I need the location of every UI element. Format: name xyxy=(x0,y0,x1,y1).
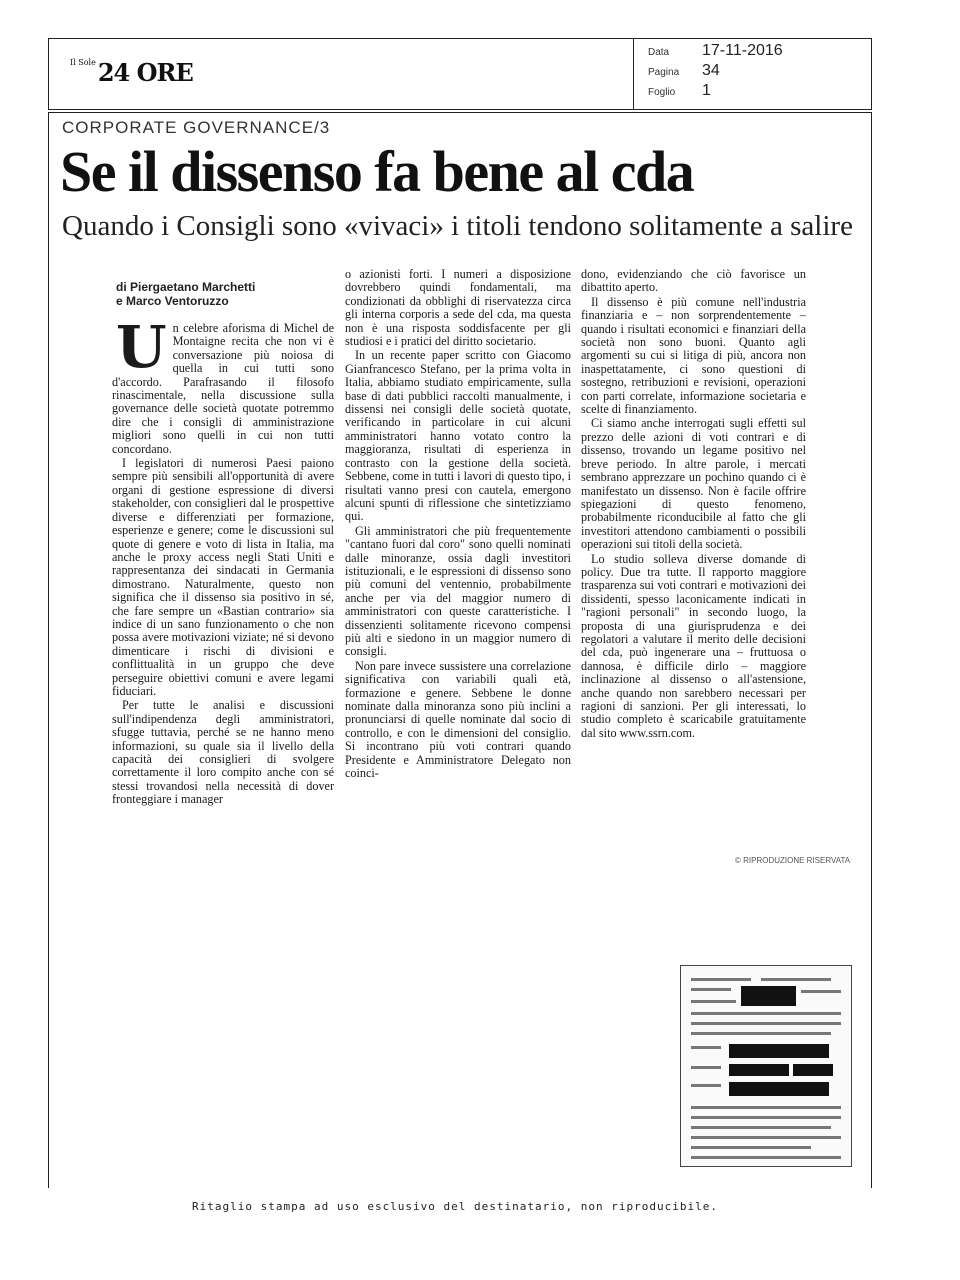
meta-sheet: Foglio 1 xyxy=(648,82,711,99)
masthead-logo xyxy=(70,58,193,87)
paragraph: Non pare invece sussistere una correlazione significativa con variabili quali età, formazione e genere. Sebbene le donne nominate dalla minoranza sono più inclini a pronunciarsi di quelle nominate dal socio di controllo, e con le dimensioni del consiglio. Si incontrano più voti contrari quando Presidente e Amministratore Delegato non coinci- xyxy=(345,658,571,781)
article-column-1 xyxy=(112,313,334,807)
author-1: di Piergaetano Marchetti xyxy=(116,280,256,294)
meta-date: Data 17-11-2016 xyxy=(648,42,783,59)
masthead-small: Il Sole xyxy=(70,58,96,67)
header-divider xyxy=(633,38,634,110)
article-kicker: CORPORATE GOVERNANCE/3 xyxy=(62,118,331,137)
article-column-2 xyxy=(345,268,571,780)
page-thumbnail-image xyxy=(680,965,852,1167)
paragraph: Il dissenso è più comune nell'industria finanziaria e – non sorprendentemente – quando i risultati economici e finanziari della società non sono buoni. Quanto agli argomenti su cui si litiga di più, ancora non inaspettatamente, ci sono questioni di sostegno, retribuzioni e revisioni, operazioni con parti correlate, informazione societaria e scelte di finanziamento. xyxy=(581,294,806,417)
footer-notice: Ritaglio stampa ad uso esclusivo del destinatario, non riproducibile. xyxy=(192,1200,718,1213)
article-headline: Se il dissenso fa bene al cda xyxy=(60,139,694,204)
drop-cap: U xyxy=(116,313,167,381)
paragraph: I legislatori di numerosi Paesi paiono sempre più sensibili all'opportunità di avere organi di gestione espressione di diversi stakeholder, con consiglieri dal le prospettive diverse e differenziati per formazione, esperienze e genere; come le discussioni sul quote di genere e voto di lista in Italia, ma anche le proxy access negli Stati Uniti e rappresentanza dei sindacati in Germania dimostrano. Naturalmente, questo non significa che il dissenso sia positivo in sé, che fare sempre un «Bastian contrario» sia indice di un sano funzionamento o che non possa avere motivazioni viziate; né si devono dimenticare i rischi di divisioni e conflittualità in un gruppo che deve perseguire obiettivi comuni e avere legami fiduciari. xyxy=(112,456,334,698)
paragraph: In un recente paper scritto con Giacomo Gianfrancesco Stefano, per la prima volta in Italia, abbiamo studiato empiricamente, sulla base di dati pubblici raccolti manualmente, i dissensi nei consigli delle società quotate, verificando in particolare in cui alcuni amministratori hanno votato contro la maggioranza, risultati di esperienza in contrasto con la gestione della società. Sebbene, come in tutti i lavori di questo tipo, i risultati vanno presi con cautela, emergono alcuni spunti di riflessione che sintetizziamo qui. xyxy=(345,348,571,524)
article-subhead: Quando i Consigli sono «vivaci» i titoli tendono solitamente a salire xyxy=(62,210,853,242)
paragraph: o azionisti forti. I numeri a disposizione dovrebbero quindi fondamentali, ma condizionati da obblighi di riservatezza circa gli interna corporis a sede del cda, ma questa non è una risposta soddisfacente per gli studiosi e i pratici del diritto societario. xyxy=(345,267,571,349)
author-2: e Marco Ventoruzzo xyxy=(116,294,229,308)
meta-page: Pagina 34 xyxy=(648,62,720,79)
paragraph: Per tutte le analisi e discussioni sull'indipendenza degli amministratori, sfugge tuttavia, perché se ne hanno meno informazioni, su quale sia il livello della capacità dei consiglieri di svolgere correttamente il loro compito anche con sé stessi trovandosi nella necessità di dover fronteggiare i manager xyxy=(112,698,334,807)
paragraph: Ci siamo anche interrogati sugli effetti sul prezzo delle azioni di voti contrari e di dissenso, trovando un legame positivo nel breve periodo. In altre parole, i mercati sembrano apprezzare un pochino quando ci è manifestato un dissenso. Non è facile offrire spiegazioni di questo fenomeno, probabilmente riconducibile al fatto che gli investitori attendono cambiamenti o possibili operazioni sui titoli della società. xyxy=(581,416,806,552)
paragraph: Lo studio solleva diverse domande di policy. Due tra tutte. Il rapporto maggiore trasparenza sui voti contrari e motivazioni dei dissidenti, spesso laconicamente indicati in "ragioni personali" in secondo luogo, la proposta di una giurisprudenza e dei regolatori a valutare il merito delle decisioni del cda, può ingenerare una – fruttuosa o dannosa, è difficile dirlo – maggiore inclinazione al dissenso o all'astensione, anche quando non sarebbero necessari per ragioni di sanzioni. Per gli interessati, lo studio completo è scaricabile gratuitamente dal sito www.ssrn.com. xyxy=(581,551,806,740)
masthead-title: 24 ORE xyxy=(97,58,193,87)
paragraph: dono, evidenziando che ciò favorisce un dibattito aperto. xyxy=(581,267,806,295)
article-column-3 xyxy=(581,268,806,740)
paragraph: Un celebre aforisma di Michel de Montaigne recita che non vi è conversazione più noiosa di quella in cui tutti sono d'accordo. Parafrasando il filosofo rinascimentale, nella discussione sulla governance delle società quotate potremmo dire che i consigli di amministrazione migliori sono quelli in cui non tutti concordano. xyxy=(112,313,334,456)
copyright-signature: © RIPRODUZIONE RISERVATA xyxy=(735,856,851,865)
paragraph: Gli amministratori che più frequentemente "cantano fuori dal coro" sono quelli nominati dalle minoranze, ossia dagli investitori istituzionali, e le espressioni di dissenso sono più comuni del ventennio, probabilmente anche per via del maggior numero di amministratori con queste caratteristiche. I dissenzienti solitamente ricevono compensi più alti e siedono in un maggior numero di consigli. xyxy=(345,523,571,659)
